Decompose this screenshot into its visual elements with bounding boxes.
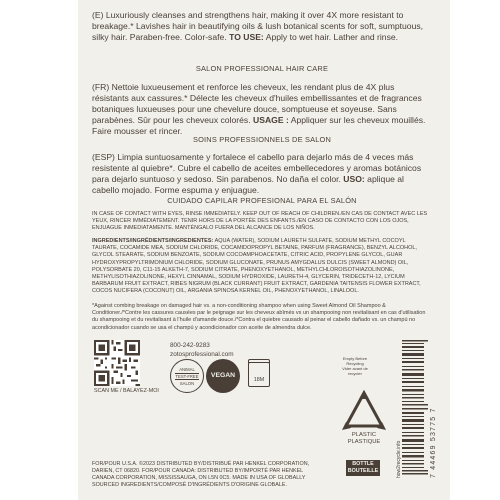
cruelty-free-badge (170, 359, 204, 393)
ingredients-label: INGREDIENTS/INGRÉDIENTS/INGREDIENTES: (92, 238, 214, 244)
french-prefix: (FR) (92, 82, 110, 92)
english-description (92, 10, 432, 43)
plastic-label: PLASTIC PLASTIQUE (347, 432, 381, 445)
spanish-prefix: (ESP) (92, 152, 115, 162)
french-use-label: USAGE : (253, 115, 289, 125)
cruelty-badge-top: ANIMAL (179, 367, 195, 372)
english-use-text: Apply to wet hair. Lather and rinse. (265, 32, 399, 42)
recycle-symbol (342, 390, 386, 430)
phone-number: 800-242-9283 (170, 342, 210, 349)
website-link[interactable]: zotosprofessional.com (170, 351, 234, 358)
cruelty-badge-bottom: SALON (179, 381, 195, 386)
recycle-line-en: Empty Before Recycling (342, 356, 368, 366)
period-after-opening-icon: 18M (248, 362, 270, 387)
english-prefix: (E) (92, 10, 104, 20)
how2recycle-text: how2recycle.info (396, 440, 402, 478)
ingredients-list: AQUA (WATER), SODIUM LAURETH SULFATE, SODIUM METHYL COCOYL TAURATE, COCAMIDE MEA, SODIUM CHLORIDE, COCAMIDOPROPYL BETAINE, PARFUM (FRAGRANCE), BENZYL ALCOHOL, GLYCOL STEARATE, SODIUM BENZOATE, SODIUM COCOAMPHOACETATE, CITRIC ACID, PROPYLENE GLYCOL, GUAR HYDROXYPROPYLTRIMONIUM CHLORIDE, SODIUM GLUCONATE, PRUNUS AMYGDALUS DULCIS (SWEET ALMOND) OIL, POLYSORBATE 20, C11-15 ALKETH-7, SODIUM CITRATE, PHENOXYETHANOL, METHYLCHLOROISOTHIAZOLINONE, METHYLISOTHIAZOLINONE, HEXYL CINNAMAL, SODIUM HYDROXIDE, LAURETH-4, GLYCERIN, TRIDECETH-12, LYCIUM BARBARUM FRUIT EXTRACT, RIBES NIGRUM (BLACK CURRANT) FRUIT EXTRACT, GARDENIA TAITENSIS FLOWER EXTRACT, COCOS NUCIFERA (COCONUT) OIL, ARGANIA SPINOSA KERNEL OIL, PHENOXYETHANOL, LINALOOL. (92, 238, 421, 295)
distributor-footer: FOR/POUR U.S.A. ©2023 DISTRIBUTED BY/DISTRIBUÉ PAR HENKEL CORPORATION, DARIEN, CT 06820. FOR/POUR CANADA: DISTRIBUTED BY/IMPORTÉ PAR HENKEL CANADA CORPORATION, MISSISSAUGA, ON L5N 0C5. MADE IN USA OF GLOBALLY SOURCED INGREDIENTS/COMPOSÉ D'INGRÉDIENTS D'ORIGINE GLOBALE. (92, 461, 310, 488)
recycle-instructions (338, 356, 372, 376)
footnote: *Against combing breakage on damaged hair vs. a non-conditioning shampoo when using Sweet Almond Oil Shampoo & Conditioner./*Contre les cassures causées par le peignage sur les cheveux abîmés vs un shampooing non revitalisant en cas d'utilisation du shampooing et du revitalisant à l'huile d'amande douce./*Contra el quiebre causado al peinar el cabello dañado vs. un champú no acondicionador cuando se usa el champú y acondicionador con aceite de almendra dulce. (92, 303, 426, 331)
spanish-use-label: USO: (343, 174, 365, 184)
spanish-use-text: aplique al cabello mojado. Forme espuma y enjuague. (92, 174, 404, 195)
french-description (92, 82, 432, 137)
spanish-caption: CUIDADO CAPILAR PROFESIONAL PARA EL SALÓN (167, 196, 357, 205)
english-use-label: TO USE: (229, 32, 264, 42)
french-text: Nettoie luxueusement et renforce les cheveux, les rendant plus de 4X plus résistants aux cassures.* Délecte les cheveux d'huiles embellissantes et de fragrances botaniques luxueuses pour une chevelure douce, somptueuse et soyeuse. Sans parabènes. Sûr pour les cheveux colorés. (92, 82, 422, 125)
recycle-icon (342, 390, 386, 430)
safety-warning: IN CASE OF CONTACT WITH EYES, RINSE IMMEDIATELY. KEEP OUT OF REACH OF CHILDREN./EN CAS DE CONTACT AVEC LES YEUX, RINCER IMMÉDIATEMENT. TENIR HORS DE LA PORTÉE DES ENFANTS./EN CASO DE CONTACTO CON LOS OJOS, ENJUAGUE INMEDIATAMENTE. MANTÉNGALO FUERA DEL ALCANCE DE LOS NIÑOS. (92, 211, 428, 232)
bottle-label: BOTTLE BOUTEILLE (347, 461, 379, 474)
recycle-line-fr: Vider avant de recycler (342, 366, 368, 376)
contact-info (170, 341, 234, 359)
english-caption: SALON PROFESSIONAL HAIR CARE (195, 64, 329, 73)
ingredients-block (92, 238, 432, 296)
scan-me-text: SCAN ME / BALAYEZ-MOI (94, 388, 159, 394)
barcode-number: 7 44469 53775 7 (430, 407, 437, 478)
english-text: Luxuriously cleanses and strengthens hair, making it over 4X more resistant to breakage.* Lavishes hair in beautifying oils & lush botanical scents for soft, sumptuous, silky hair. Paraben-free. Color-safe. (92, 10, 424, 42)
french-use-text: Appliquer sur les cheveux mouillés. Faire mousser et rincer. (92, 115, 426, 136)
spanish-description (92, 152, 432, 196)
qr-code-icon (94, 340, 140, 386)
spanish-text: Limpia suntuosamente y fortalece el cabello para dejarlo más de 4 veces más resistente al quiebre*. Cubre el cabello de aceites embellecedores y aromas botánicos para dejarlo suntuoso y sedoso. Sin parabenos. No daña el color. (92, 152, 422, 184)
qr-code[interactable] (94, 340, 140, 386)
product-label (78, 0, 450, 500)
cruelty-badge-mid: TEST-FREE (175, 374, 199, 379)
vegan-badge: VEGAN (206, 359, 240, 393)
french-caption: SOINS PROFESSIONNELS DE SALON (192, 135, 332, 144)
